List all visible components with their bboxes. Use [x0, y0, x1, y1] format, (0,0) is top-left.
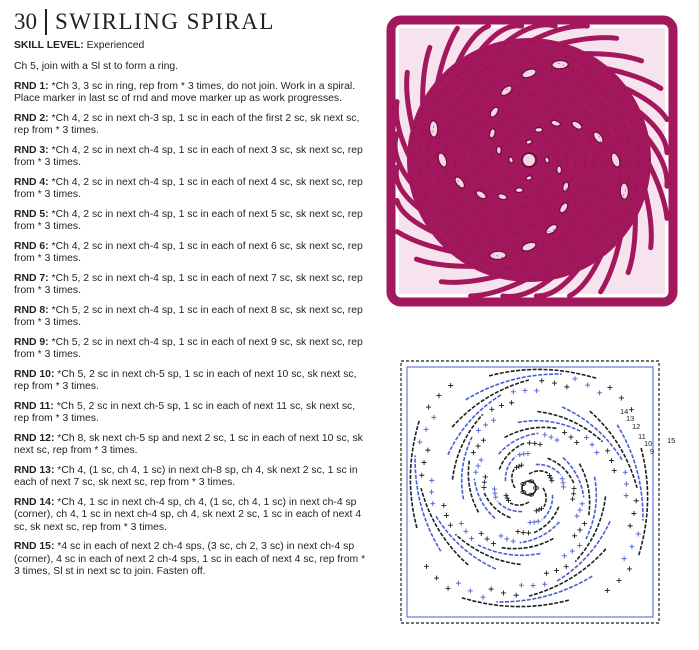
sc-symbol	[446, 586, 451, 591]
sc-symbol	[544, 571, 549, 576]
round-instruction	[14, 273, 366, 298]
chain-arc	[529, 471, 548, 474]
sc-symbol	[519, 583, 524, 588]
sc-symbol	[491, 541, 496, 546]
sc-symbol	[473, 470, 478, 475]
sc-symbol	[627, 566, 632, 571]
sc-symbol	[571, 486, 576, 491]
chain-arc	[543, 488, 546, 507]
skill-level-label: SKILL LEVEL:	[14, 40, 84, 51]
eyelet	[496, 146, 501, 154]
sc-symbol	[605, 448, 610, 453]
sc-symbol	[605, 588, 610, 593]
round-label: RND 11:	[14, 400, 54, 412]
round-number-label: 9	[650, 447, 655, 456]
sc-symbol	[504, 493, 509, 498]
eyelet	[515, 188, 523, 193]
sc-symbol	[501, 590, 506, 595]
round-text: *Ch 4, (1 sc, ch 4, 1 sc) in next ch-8 sp, ch 4, sk next 2 sc, 1 sc in each of next 7 sc, sk next sc, rep from * 3 times.	[14, 464, 358, 489]
round-label: RND 5:	[14, 208, 49, 220]
sc-symbol	[471, 450, 476, 455]
eyelet	[429, 121, 438, 138]
sc-symbol	[476, 463, 481, 468]
sc-symbol	[549, 435, 554, 440]
round-instruction	[14, 177, 366, 202]
chain-arc	[468, 459, 478, 512]
sc-symbol	[424, 427, 429, 432]
sc-symbol	[498, 533, 503, 538]
sc-symbol	[609, 458, 614, 463]
sc-symbol	[590, 442, 595, 447]
sc-symbol	[597, 390, 602, 395]
sc-symbol	[434, 576, 439, 581]
sc-symbol	[607, 385, 612, 390]
center-ring	[522, 153, 536, 167]
sc-symbol	[572, 533, 577, 538]
sc-symbol	[612, 468, 617, 473]
sc-symbol	[564, 384, 569, 389]
chain-arc	[562, 407, 623, 461]
chain-arc	[435, 515, 496, 569]
sc-symbol	[628, 523, 633, 528]
sc-symbol	[448, 523, 453, 528]
round-instruction	[14, 305, 366, 330]
round-text: *Ch 4, 2 sc in next ch-4 sp, 1 sc in each of next 3 sc, sk next sc, rep from * 3 times.	[14, 144, 363, 169]
sc-symbol	[517, 452, 522, 457]
sc-symbol	[624, 481, 629, 486]
chain-arc	[496, 576, 592, 602]
sc-symbol	[582, 521, 587, 526]
sc-symbol	[483, 422, 488, 427]
round-text: *Ch 3, 3 sc in ring, rep from * 3 times, do not join. Work in a spiral. Place marker in last sc of rnd and move marker up as work progresses.	[14, 80, 356, 105]
sc-symbol	[622, 556, 627, 561]
round-instruction	[14, 497, 366, 534]
sc-symbol	[624, 493, 629, 498]
sc-symbol	[424, 564, 429, 569]
sc-symbol	[482, 485, 487, 490]
round-label: RND 14:	[14, 496, 55, 508]
round-label: RND 15:	[14, 541, 55, 553]
sc-symbol	[564, 564, 569, 569]
sc-symbol	[522, 388, 527, 393]
sc-symbol	[577, 543, 582, 548]
sc-symbol	[511, 539, 516, 544]
round-text: *Ch 5, 2 sc in next ch-4 sp, 1 sc in each of next 7 sc, sk next sc, rep from * 3 times.	[14, 272, 363, 297]
sc-symbol	[417, 440, 422, 445]
sc-symbol	[560, 476, 565, 481]
eyelet	[620, 183, 629, 200]
chain-arc	[512, 469, 515, 488]
sc-symbol	[577, 527, 582, 532]
sc-symbol	[515, 529, 520, 534]
chain-arc	[579, 464, 589, 517]
sc-symbol	[441, 503, 446, 508]
sc-symbol	[531, 583, 536, 588]
sc-symbol	[481, 438, 486, 443]
sc-symbol	[562, 430, 567, 435]
chain-arc	[500, 538, 553, 548]
round-label: RND 7:	[14, 272, 49, 284]
sc-symbol	[429, 490, 434, 495]
sc-symbol	[570, 497, 575, 502]
sc-symbol	[429, 478, 434, 483]
sc-symbol	[555, 438, 560, 443]
chain-arc	[448, 394, 502, 455]
sc-symbol	[492, 487, 497, 492]
sc-symbol	[521, 530, 526, 535]
sc-symbol	[425, 448, 430, 453]
sc-symbol	[634, 498, 639, 503]
sc-symbol	[562, 553, 567, 558]
round-label: RND 2:	[14, 112, 49, 124]
sc-symbol	[617, 578, 622, 583]
sc-symbol	[482, 480, 487, 485]
eyelet	[535, 127, 543, 132]
sc-symbol	[554, 568, 559, 573]
chain-arc	[556, 521, 610, 582]
round-instruction	[14, 369, 366, 394]
sc-symbol	[463, 529, 468, 534]
sc-symbol	[422, 460, 427, 465]
sc-symbol	[476, 444, 481, 449]
sc-symbol	[511, 389, 516, 394]
chain-arc	[489, 369, 597, 378]
round-instruction	[14, 433, 366, 458]
round-text: *Ch 4, 2 sc in next ch-3 sp, 1 sc in each of the first 2 sc, sk next sc, rep from * 3 times.	[14, 112, 360, 137]
chain-arc	[542, 495, 552, 520]
sc-symbol	[552, 381, 557, 386]
round-instruction	[14, 401, 366, 426]
chain-arc	[505, 456, 515, 481]
sc-symbol	[431, 415, 436, 420]
round-text: *Ch 8, sk next ch-5 sp and next 2 sc, 1 sc in each of next 10 sc, sk next sc, rep from * 3 times.	[14, 432, 363, 457]
round-text: *Ch 4, 2 sc in next ch-4 sp, 1 sc in each of next 6 sc, sk next sc, rep from * 3 times.	[14, 240, 363, 265]
round-instruction	[14, 465, 366, 490]
round-label: RND 3:	[14, 144, 49, 156]
sc-symbol	[468, 588, 473, 593]
round-label: RND 12:	[14, 432, 55, 444]
chain-arc	[415, 455, 441, 551]
instructions-column	[14, 40, 366, 586]
sc-symbol	[509, 400, 514, 405]
border-row	[401, 361, 659, 623]
sc-symbol	[629, 407, 634, 412]
sc-symbol	[504, 536, 509, 541]
pattern-header	[14, 6, 275, 38]
round-label: RND 10:	[14, 368, 55, 380]
sc-symbol	[436, 393, 441, 398]
round-label: RND 8:	[14, 304, 49, 316]
sc-symbol	[448, 383, 453, 388]
chain-arc	[410, 420, 419, 528]
sc-symbol	[534, 508, 539, 513]
sc-symbol	[534, 388, 539, 393]
round-instruction	[14, 241, 366, 266]
border-chain	[407, 367, 653, 617]
sc-symbol	[419, 473, 424, 478]
sc-symbol	[574, 440, 579, 445]
sc-symbol	[528, 520, 533, 525]
chain-arc	[536, 464, 561, 474]
sc-symbol	[485, 536, 490, 541]
sc-symbol	[459, 521, 464, 526]
sc-symbol	[629, 544, 634, 549]
sc-symbol	[539, 378, 544, 383]
round-text: *Ch 5, 2 sc in next ch-4 sp, 1 sc in each of next 9 sc, sk next sc, rep from * 3 times.	[14, 336, 363, 361]
sc-symbol	[532, 441, 537, 446]
sc-symbol	[584, 435, 589, 440]
round-text: *4 sc in each of next 2 ch-4 sps, (3 sc, ch 2, 3 sc) in next ch-4 sp (corner), 4 sc in each of next 2 ch-4 sps, 1 sc in each of next 4 sc, rep from * 3 times, Sl st in next sc to join. Fasten off.	[14, 541, 366, 578]
round-text: *Ch 5, 2 sc in next ch-4 sp, 1 sc in each of next 8 sc, sk next sc, rep from * 3 times.	[14, 304, 363, 329]
foundation-instruction: Ch 5, join with a Sl st to form a ring.	[14, 61, 179, 73]
chain-arc	[497, 501, 522, 511]
skill-level-value: Experienced	[86, 40, 145, 51]
skill-level	[14, 40, 366, 52]
sc-symbol	[549, 478, 554, 483]
sc-symbol	[479, 457, 484, 462]
sc-symbol	[481, 595, 486, 600]
round-number-label: 15	[667, 436, 676, 445]
sc-symbol	[476, 428, 481, 433]
round-text: *Ch 5, 2 sc in next ch-5 sp, 1 sc in each of next 10 sc, sk next sc, rep from * 3 times.	[14, 368, 357, 393]
sc-symbol	[623, 470, 628, 475]
sc-symbol	[489, 407, 494, 412]
sc-symbol	[426, 405, 431, 410]
sc-symbol	[514, 593, 519, 598]
crochet-square-photo	[379, 8, 685, 314]
sc-symbol	[493, 495, 498, 500]
round-instruction	[14, 81, 366, 106]
sc-symbol	[519, 463, 524, 468]
round-number-label: 11	[638, 432, 646, 441]
round-label: RND 4:	[14, 176, 49, 188]
round-instruction	[14, 209, 366, 234]
round-number-label: 12	[632, 422, 641, 431]
sc-symbol	[489, 587, 494, 592]
eyelet	[557, 166, 562, 174]
sc-symbol	[542, 432, 547, 437]
sc-symbol	[561, 484, 566, 489]
sc-symbol	[430, 501, 435, 506]
sc-symbol	[469, 536, 474, 541]
sc-symbol	[456, 581, 461, 586]
round-text: *Ch 4, 1 sc in next ch-4 sp, ch 4, (1 sc, ch 4, 1 sc) in next ch-4 sp (corner), ch 4, 1 sc in next ch-4 sp, ch 4, sk next 2 sc, 1 sc in each of next 4 sc, sk next sc, rep from * 3 times.	[14, 496, 362, 533]
sc-symbol	[594, 450, 599, 455]
pattern-title: SWIRLING SPIRAL	[55, 9, 275, 34]
chain-arc	[638, 448, 647, 556]
round-label: RND 6:	[14, 240, 49, 252]
round-number-label: 13	[626, 414, 635, 423]
sc-symbol	[585, 383, 590, 388]
sc-symbol	[636, 531, 641, 536]
sc-symbol	[574, 514, 579, 519]
sc-symbol	[570, 549, 575, 554]
sc-symbol	[619, 395, 624, 400]
sc-symbol	[542, 582, 547, 587]
sc-symbol	[577, 508, 582, 513]
sc-symbol	[526, 530, 531, 535]
round-number-label: 14	[620, 407, 629, 416]
eyelet	[552, 60, 569, 69]
chain-arc	[505, 427, 558, 437]
header-divider	[45, 9, 47, 35]
sc-symbol	[536, 519, 541, 524]
sc-symbol	[525, 451, 530, 456]
chain-arc	[461, 597, 569, 606]
sc-symbol	[571, 491, 576, 496]
sc-symbol	[580, 501, 585, 506]
round-label: RND 13:	[14, 464, 55, 476]
sc-symbol	[538, 442, 543, 447]
pattern-number: 30	[14, 9, 37, 34]
sc-symbol	[483, 474, 488, 479]
crochet-symbol-chart	[379, 343, 695, 647]
chain-arc	[466, 374, 562, 400]
round-text: *Ch 4, 2 sc in next ch-4 sp, 1 sc in each of next 4 sc, sk next sc, rep from * 3 times.	[14, 176, 363, 201]
sc-symbol	[479, 531, 484, 536]
rounds-list	[14, 81, 366, 579]
round-label: RND 1:	[14, 80, 49, 92]
sc-symbol	[499, 403, 504, 408]
eyelet	[490, 251, 507, 260]
round-instruction	[14, 145, 366, 170]
sc-symbol	[444, 513, 449, 518]
round-number-label: 10	[644, 439, 653, 448]
sc-symbol	[568, 435, 573, 440]
round-text: *Ch 4, 2 sc in next ch-4 sp, 1 sc in each of next 5 sc, sk next sc, rep from * 3 times.	[14, 208, 363, 233]
sc-symbol	[631, 511, 636, 516]
sc-symbol	[527, 441, 532, 446]
sc-symbol	[572, 376, 577, 381]
sc-symbol	[491, 418, 496, 423]
round-instruction	[14, 541, 366, 578]
round-text: *Ch 5, 2 sc in next ch-5 sp, 1 sc in each of next 11 sc, sk next sc, rep from * 3 times.	[14, 400, 356, 425]
round-instruction	[14, 337, 366, 362]
round-label: RND 9:	[14, 336, 49, 348]
round-instruction	[14, 113, 366, 138]
chain-arc	[510, 502, 529, 505]
